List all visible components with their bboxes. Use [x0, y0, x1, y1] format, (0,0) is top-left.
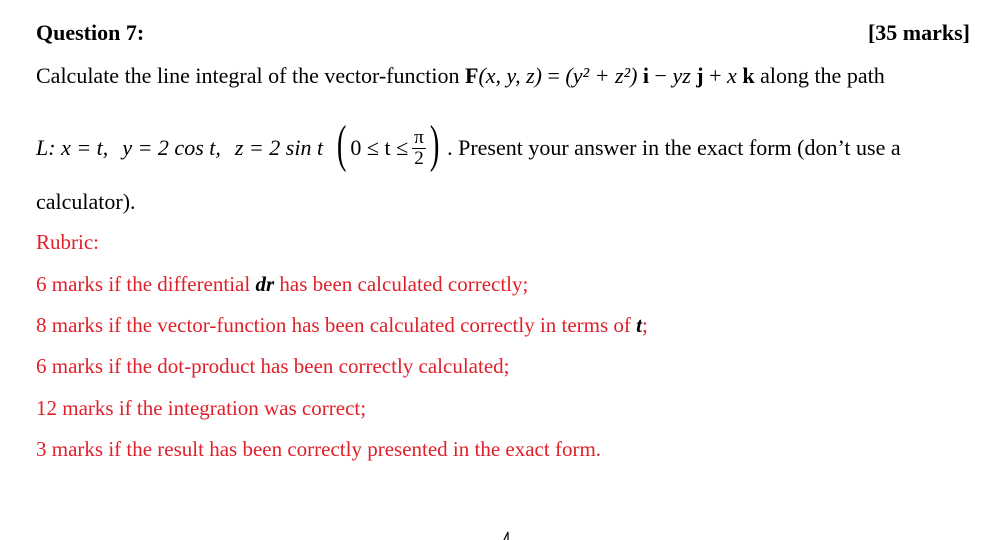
equals-sign: = — [541, 63, 566, 88]
rubric-item-5: 3 marks if the result has been correctly presented in the exact form. — [36, 437, 602, 461]
differential-symbol: dr — [255, 272, 275, 296]
plus-sign: + — [703, 63, 728, 88]
rubric-item-2 — [36, 313, 648, 338]
path-z: z = 2 sin t — [234, 135, 324, 160]
parameter-range: ( 0 ≤ t ≤ $\frac{\pi}{2}$ ) — [336, 116, 440, 173]
parameter-symbol: t — [636, 313, 643, 337]
along-path-text: along the path — [754, 63, 885, 88]
question-marks: [35 marks] — [867, 20, 970, 45]
fraction-denominator: 2 — [414, 147, 424, 169]
question-line-1 — [36, 63, 885, 89]
range-lower: 0 ≤ t ≤ — [350, 135, 409, 160]
rubric-item-1-text: 6 marks if the differential — [36, 272, 256, 296]
path-x: : x = t, — [48, 135, 109, 160]
component-i: (y² + z²) — [565, 63, 638, 88]
minus-sign: − — [649, 63, 673, 88]
page-number-fragment — [503, 528, 511, 540]
component-k: x — [727, 63, 737, 88]
rubric-item-1 — [36, 272, 528, 297]
rubric-item-4: 12 marks if the integration was correct; — [36, 396, 367, 420]
question-title: Question 7: — [36, 20, 145, 45]
question-text: Calculate the line integral of the vector-function — [36, 63, 465, 88]
field-args: (x, y, z) — [478, 63, 542, 88]
question-line-3: calculator). — [36, 189, 136, 214]
rubric-item-3: 6 marks if the dot-product has been correctly calculated; — [36, 354, 510, 378]
rubric-item-2-text-end: ; — [642, 313, 648, 337]
rubric-heading: Rubric: — [36, 230, 99, 254]
field-name: F — [465, 63, 479, 88]
rubric-item-2-text: 8 marks if the vector-function has been calculated correctly in terms of — [36, 313, 637, 337]
question-instructions: . Present your answer in the exact form (don’t use a — [447, 135, 901, 160]
component-j: yz — [672, 63, 691, 88]
unit-vector-i: i — [642, 63, 650, 88]
fraction-numerator: π — [414, 126, 424, 148]
pi-over-two-fraction — [412, 128, 426, 169]
unit-vector-j: j — [696, 63, 704, 88]
path-y: y = 2 cos t, — [122, 135, 221, 160]
rubric-item-1-text-end: has been calculated correctly; — [274, 272, 529, 296]
unit-vector-k: k — [742, 63, 755, 88]
path-label: L — [36, 135, 49, 160]
question-line-2 — [36, 116, 901, 174]
